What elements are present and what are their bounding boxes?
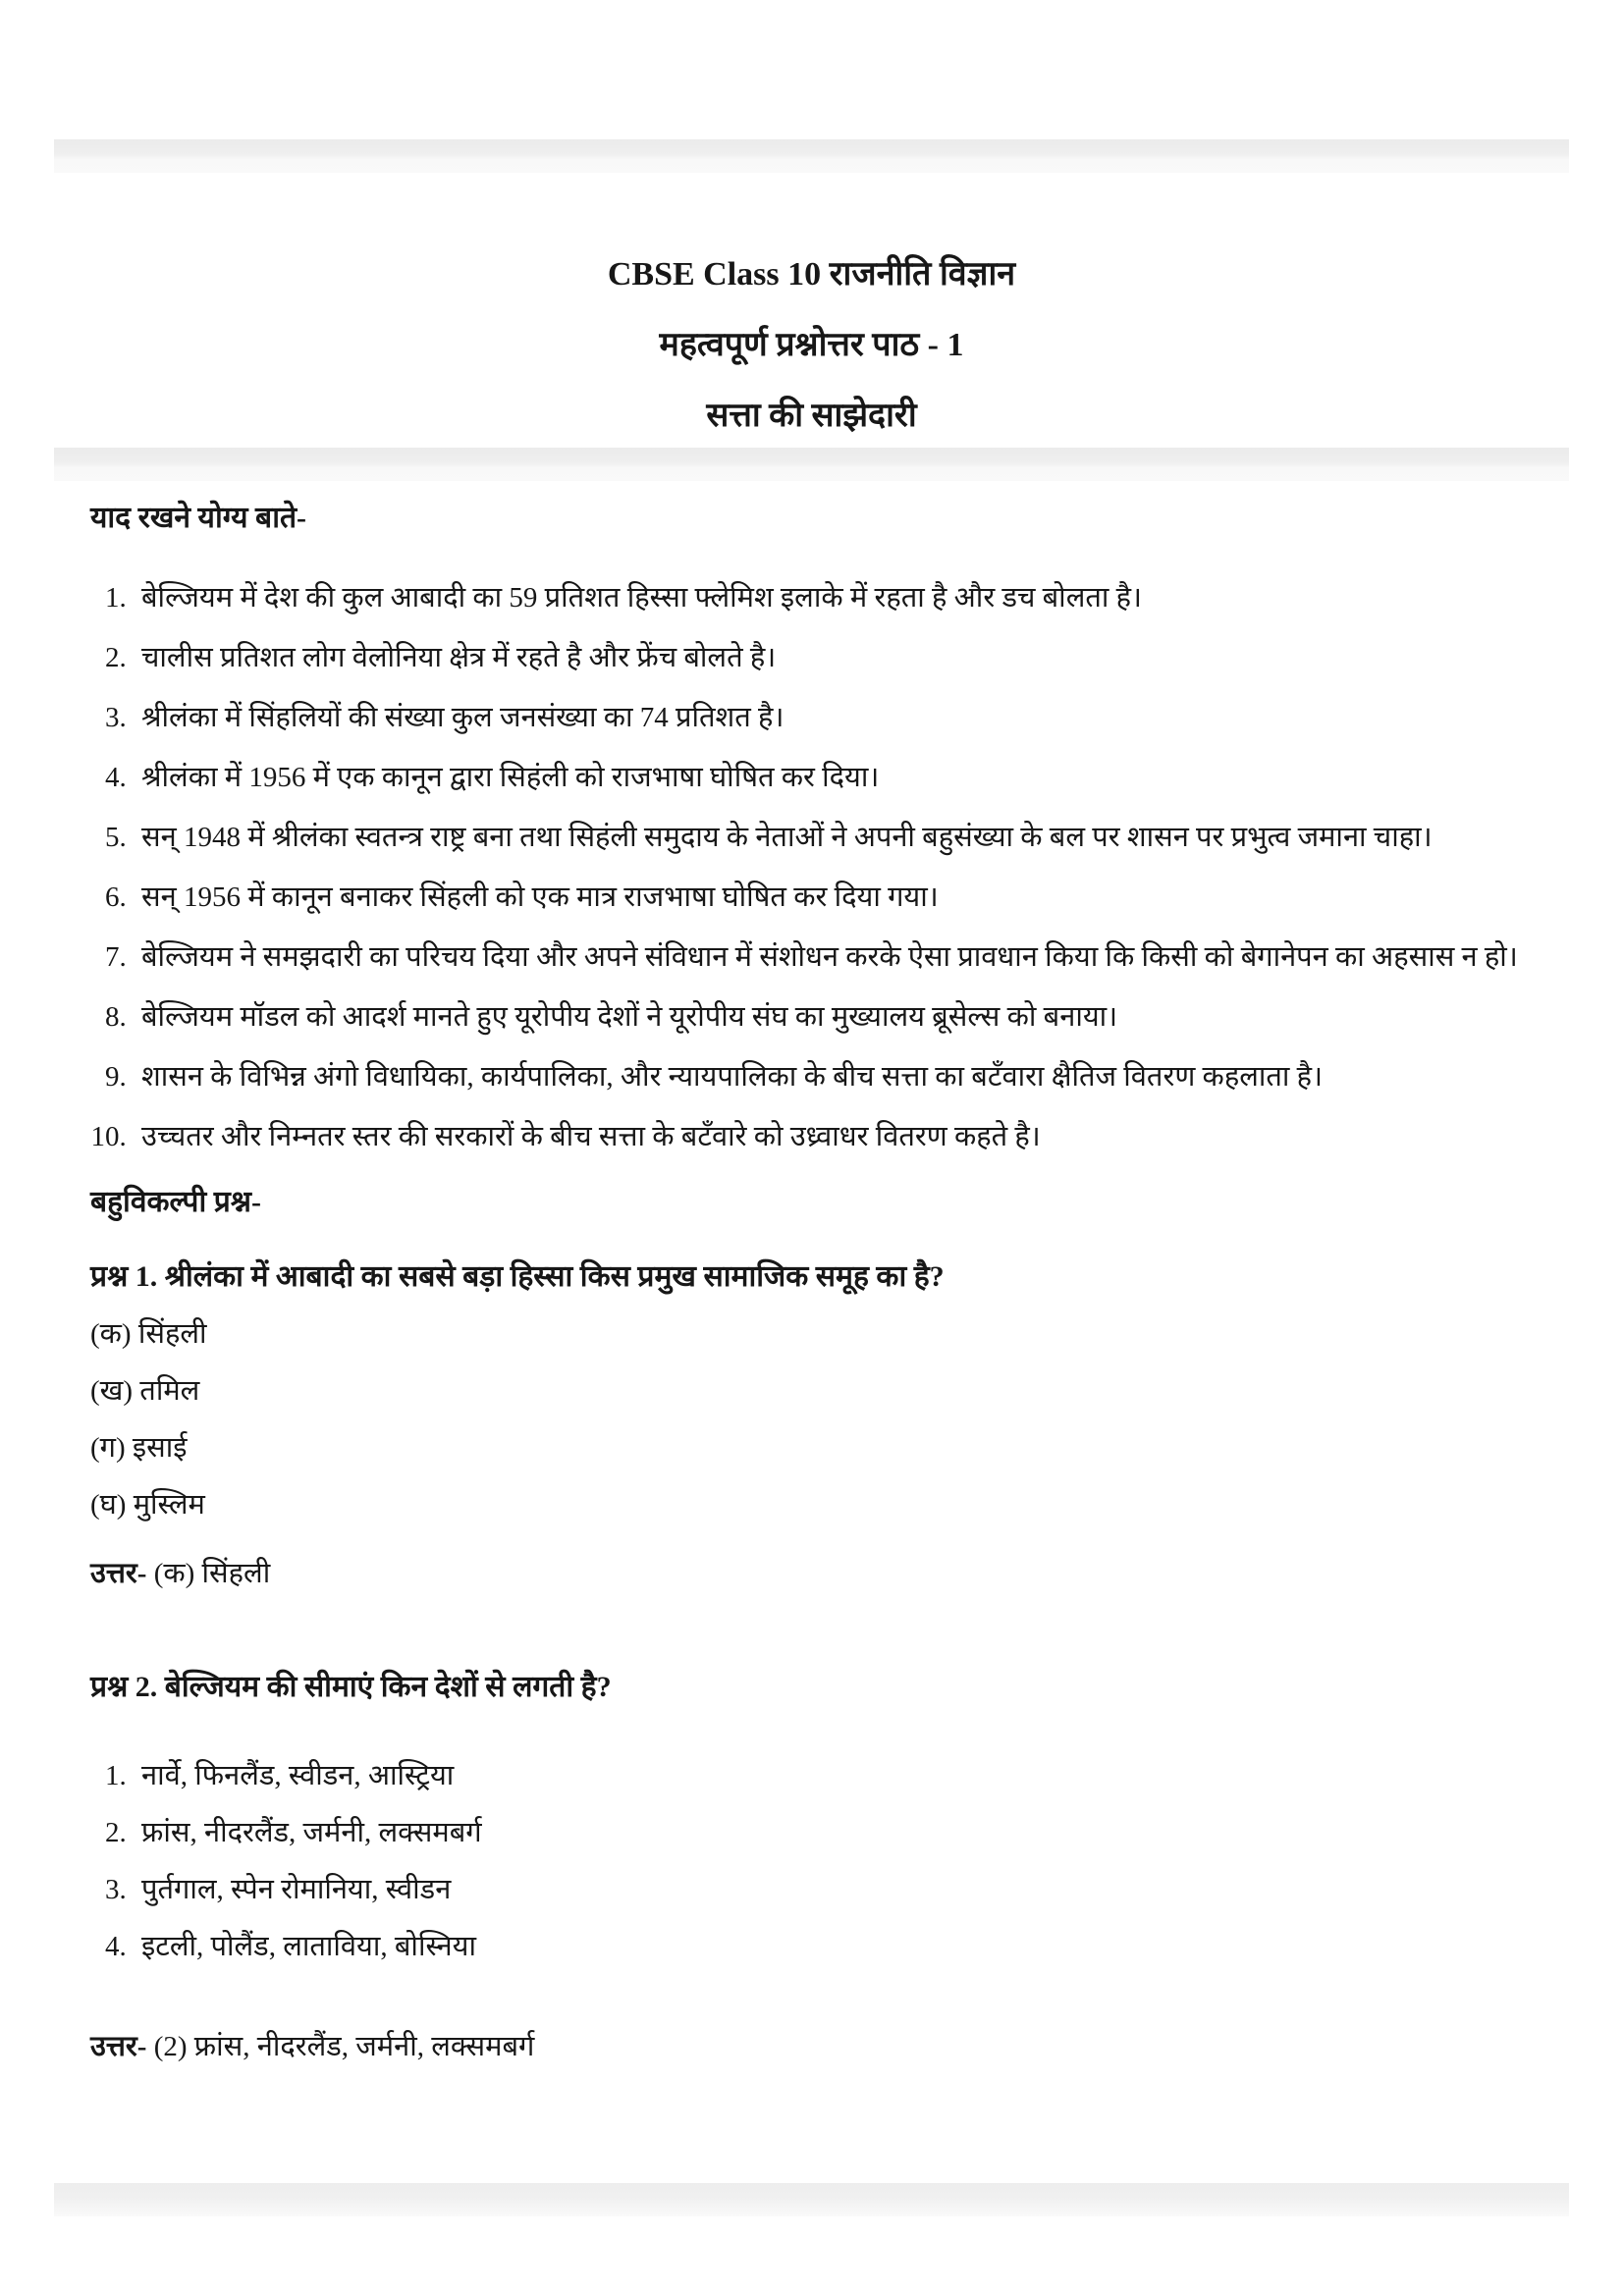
note-item: 5. सन् 1948 में श्रीलंका स्वतन्त्र राष्ट्र बना तथा सिहंली समुदाय के नेताओं ने अपनी बहुसंख्या के बल पर शासन पर प्रभुत्व जमाना चाहा।: [134, 817, 1530, 858]
question-2-option: 4. इटली, पोलैंड, लाताविया, बोस्निया: [134, 1927, 1530, 1966]
note-item: 7. बेल्जियम ने समझदारी का परिचय दिया और अपने संविधान में संशोधन करके ऐसा प्रावधान किया कि किसी को बेगानेपन का अहसास न हो।: [134, 936, 1530, 978]
question-1-block: [90, 1257, 1530, 1593]
question-2-options: [90, 1756, 1530, 1966]
question-1-answer-line: [90, 1554, 1530, 1593]
question-1-text: प्रश्न 1. श्रीलंका में आबादी का सबसे बड़ा हिस्सा किस प्रमुख सामाजिक समूह का है?: [90, 1260, 945, 1293]
notes-list: [90, 577, 1530, 1157]
document-title-block: [0, 0, 1623, 452]
note-item: 4. श्रीलंका में 1956 में एक कानून द्वारा सिहंली को राजभाषा घोषित कर दिया।: [134, 757, 1530, 798]
question-1-option: (घ) मुस्लिम: [90, 1489, 205, 1521]
separator-band-top: [54, 139, 1569, 173]
doc-title-line-2: महत्वपूर्ण प्रश्नोत्तर पाठ - 1: [659, 327, 964, 363]
answer-2-text: (2) फ्रांस, नीदरलैंड, जर्मनी, लक्समबर्ग: [146, 2031, 535, 2062]
answer-1-text: (क) सिंहली: [146, 1558, 271, 1589]
question-1-option: (ग) इसाई: [90, 1432, 188, 1464]
note-item: 2. चालीस प्रतिशत लोग वेलोनिया क्षेत्र में रहते है और फ्रेंच बोलते है।: [134, 637, 1530, 678]
doc-title-line-1: CBSE Class 10 राजनीति विज्ञान: [607, 256, 1016, 293]
question-2-text: प्रश्न 2. बेल्जियम की सीमाएं किन देशों से लगती है?: [90, 1671, 612, 1703]
separator-band-bottom: [54, 2183, 1569, 2216]
separator-band-middle: [54, 448, 1569, 481]
question-2-option: 2. फ्रांस, नीदरलैंड, जर्मनी, लक्समबर्ग: [134, 1813, 1530, 1852]
question-1-option: (क) सिंहली: [90, 1318, 207, 1350]
mcq-heading: बहुविकल्पी प्रश्न-: [90, 1186, 262, 1218]
question-2-option: 1. नार्वे, फिनलैंड, स्वीडन, आस्ट्रिया: [134, 1756, 1530, 1795]
question-1-option: (ख) तमिल: [90, 1375, 200, 1407]
note-item: 8. बेल्जियम मॉडल को आदर्श मानते हुए यूरोपीय देशों ने यूरोपीय संघ का मुख्यालय ब्रूसेल्स को बनाया।: [134, 996, 1530, 1038]
question-2-option: 3. पुर्तगाल, स्पेन रोमानिया, स्वीडन: [134, 1870, 1530, 1909]
note-item: 3. श्रीलंका में सिंहलियों की संख्या कुल जनसंख्या का 74 प्रतिशत है।: [134, 697, 1530, 738]
document-content: [0, 499, 1623, 2066]
doc-title-line-3: सत्ता की साझेदारी: [706, 398, 917, 434]
answer-2-label: उत्तर-: [90, 2031, 147, 2062]
note-item: 10. उच्चतर और निम्नतर स्तर की सरकारों के बीच सत्ता के बटँवारे को उध्र्वाधर वितरण कहते है।: [134, 1116, 1530, 1157]
note-item: 9. शासन के विभिन्न अंगो विधायिका, कार्यपालिका, और न्यायपालिका के बीच सत्ता का बटँवारा क्षैतिज वितरण कहलाता है।: [134, 1056, 1530, 1097]
question-2-block: [90, 1668, 1530, 2066]
note-item: 1. बेल्जियम में देश की कुल आबादी का 59 प्रतिशत हिस्सा फ्लेमिश इलाके में रहता है और डच बोलता है।: [134, 577, 1530, 618]
question-2-answer-line: [90, 2027, 1530, 2066]
answer-1-label: उत्तर-: [90, 1558, 147, 1589]
note-item: 6. सन् 1956 में कानून बनाकर सिंहली को एक मात्र राजभाषा घोषित कर दिया गया।: [134, 877, 1530, 918]
question-1-options: [90, 1314, 1530, 1524]
notes-heading: याद रखने योग्य बाते-: [90, 502, 307, 534]
